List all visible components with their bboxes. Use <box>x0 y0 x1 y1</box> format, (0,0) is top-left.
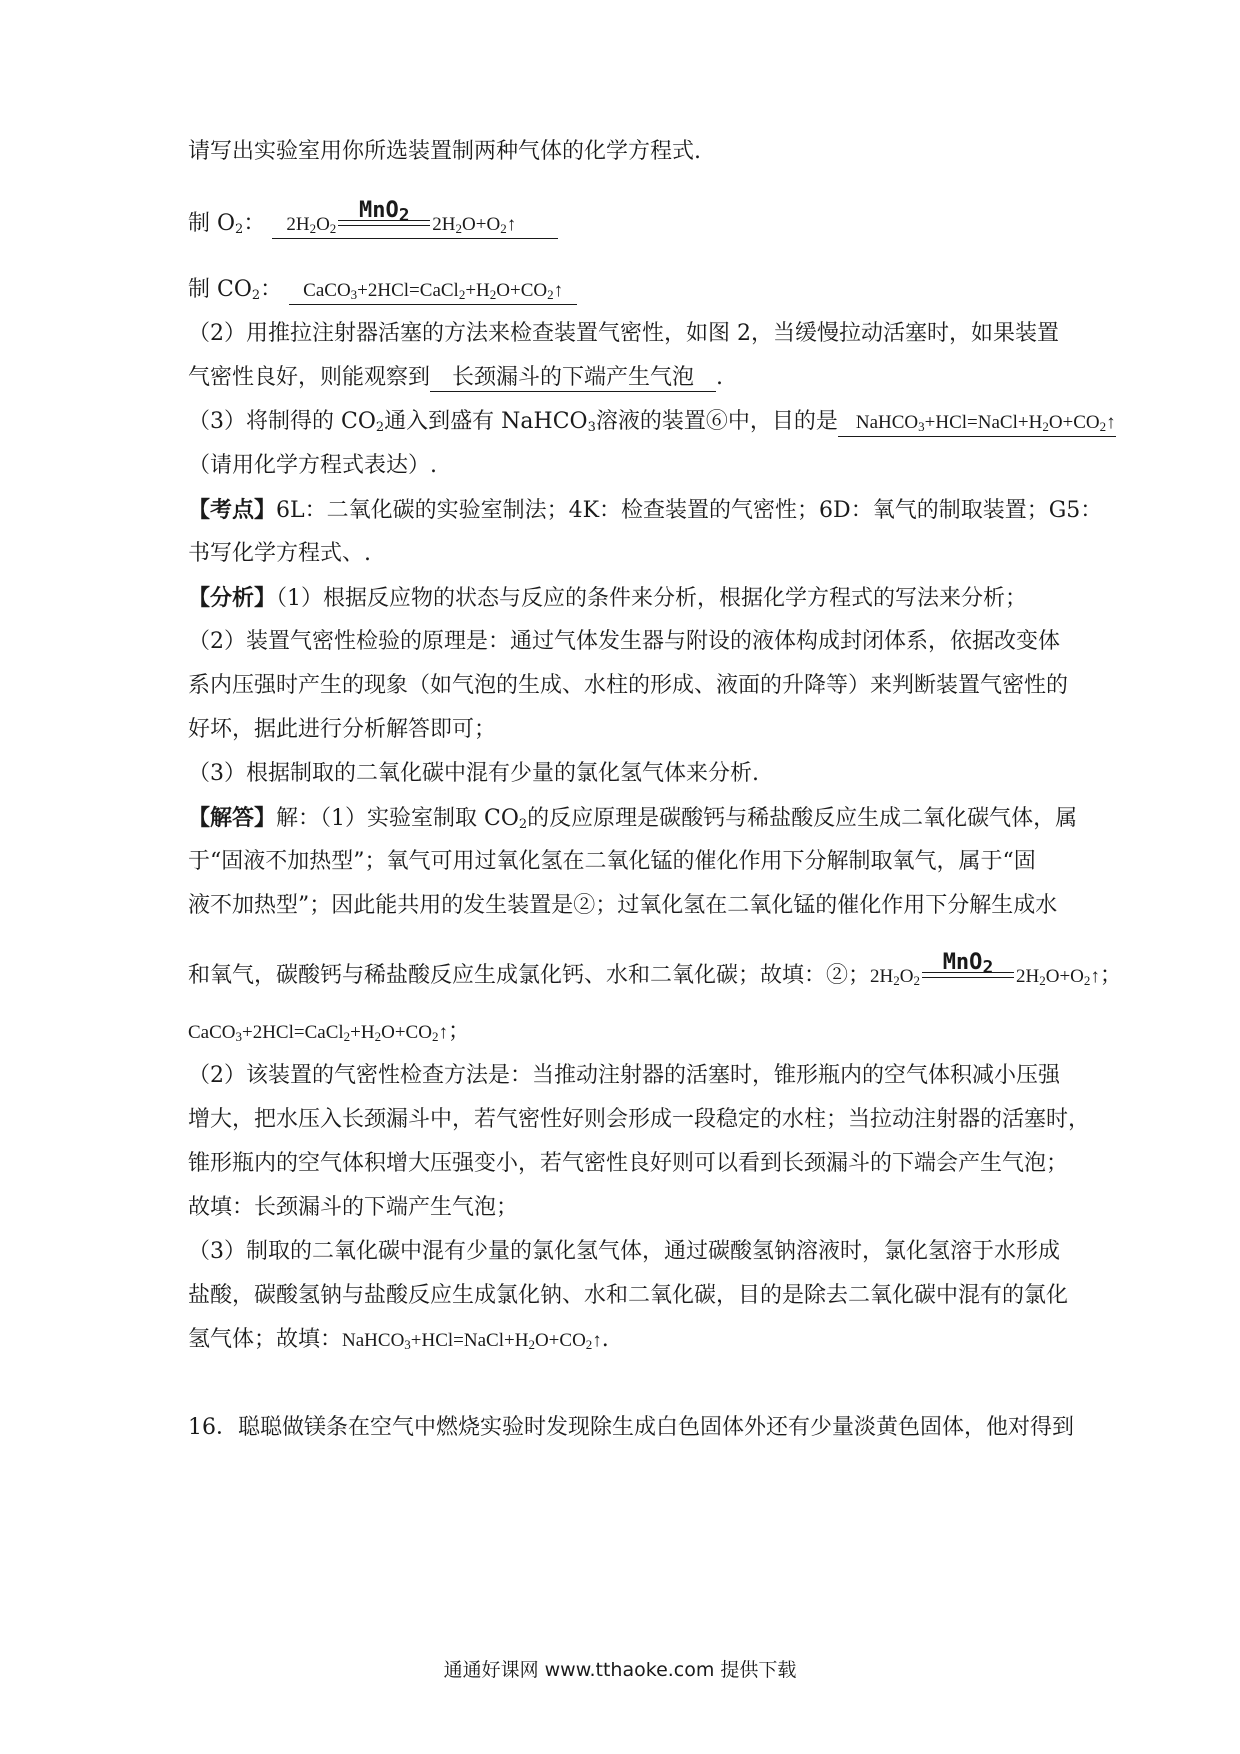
o2-label: 制 $O_2$： <box>188 211 266 237</box>
jieda-line-9: 故填：长颈漏斗的下端产生气泡； <box>188 1195 519 1220</box>
fenxi-tag: 【分析】 <box>188 585 277 611</box>
fenxi-line-2: （2）装置气密性检验的原理是：通过气体发生器与附设的液体构成封闭体系，依据改变体 <box>188 629 1061 654</box>
catalyst-arrow <box>338 198 430 232</box>
intro-line <box>188 136 1060 168</box>
q2-answer: 长颈漏斗的下端产生气泡 <box>430 365 716 392</box>
jieda-line-5: $CaCO_3+2HCl=CaCl_2+H_2O+CO_2↑$； <box>188 1019 470 1044</box>
o2-equation-answer: $2H_2O_2$ MnO$_2$ $2H_2O+O_2↑$ <box>272 212 558 239</box>
co2-equation-line <box>188 274 1060 306</box>
q3-answer: $NaHCO_3+HCl=NaCl+H_2O+CO_2↑$ <box>838 410 1116 437</box>
intro-text: 请写出实验室用你所选装置制两种气体的化学方程式. <box>188 139 701 164</box>
jieda-nahco3-equation: $NaHCO_3+HCl=NaCl+H_2O+CO_2↑$ <box>342 1330 602 1352</box>
jieda-line-6: （2）该装置的气密性检查方法是：当推动注射器的活塞时，锥形瓶内的空气体积减小压强 <box>188 1063 1061 1088</box>
jieda-line-10: （3）制取的二氧化碳中混有少量的氯化氢气体，通过碳酸氢钠溶液时，氯化氢溶于水形成 <box>188 1239 1061 1264</box>
jieda-line-4: 和氧气，碳酸钙与稀盐酸反应生成氯化钙、水和二氧化碳；故填：②；$2H_2O_2$ MnO$_2$ $2H_2O+O_2↑$； <box>188 950 1122 988</box>
co2-label: 制 $CO_2$： <box>188 277 283 303</box>
q2-line-1: （2）用推拉注射器活塞的方法来检查装置气密性，如图 2，当缓慢拉动活塞时，如果装置 <box>188 321 1059 346</box>
jieda-line-12: 氢气体；故填：$NaHCO_3+HCl=NaCl+H_2O+CO_2↑$. <box>188 1327 609 1352</box>
kaodian-line-1: 【考点】6L：二氧化碳的实验室制法；4K：检查装置的气密性；6D：氧气的制取装置；G5： <box>188 497 1103 523</box>
kaodian-tag: 【考点】 <box>188 497 277 523</box>
catalyst-label: MnO$_2$ <box>359 198 410 226</box>
fenxi-line-4: 好坏，据此进行分析解答即可； <box>188 717 497 742</box>
jieda-line-1: 【解答】解：（1）实验室制取 $CO_2$的反应原理是碳酸钙与稀盐酸反应生成二氧化碳气体，属 <box>188 805 1078 832</box>
jieda-line-3: 液不加热型”；因此能共用的发生装置是②；过氧化氢在二氧化锰的催化作用下分解生成水 <box>188 893 1058 918</box>
jieda-tag: 【解答】 <box>188 805 277 831</box>
fenxi-line-3: 系内压强时产生的现象（如气泡的生成、水柱的形成、液面的升降等）来判断装置气密性的 <box>188 673 1069 698</box>
catalyst-arrow <box>922 950 1014 984</box>
q3-line-1: （3）将制得的 $CO_2$通入到盛有 NaHCO$_3$溶液的装置⑥中，目的是 $NaHCO_3+HCl=NaCl+H_2O+CO_2↑$ <box>188 409 1116 435</box>
q3-line-2: （请用化学方程式表达）. <box>188 453 437 478</box>
jieda-line-8: 锥形瓶内的空气体积增大压强变小，若气密性良好则可以看到长颈漏斗的下端会产生气泡； <box>188 1151 1069 1176</box>
co2-equation-answer: $CaCO_3+2HCl=CaCl_2+H_2O+CO_2↑$ <box>289 278 577 305</box>
fenxi-line-1: 【分析】（1）根据反应物的状态与反应的条件来分析，根据化学方程式的写法来分析； <box>188 585 1028 611</box>
kaodian-line-2: 书写化学方程式、. <box>188 541 371 566</box>
jieda-o2-equation: $2H_2O_2$ MnO$_2$ $2H_2O+O_2↑$ <box>870 950 1100 988</box>
q2-line-2: 气密性良好，则能观察到 长颈漏斗的下端产生气泡 . <box>188 365 724 390</box>
page-footer: 通通好课网 www.tthaoke.com 提供下载 <box>443 1659 797 1681</box>
jieda-line-11: 盐酸，碳酸氢钠与盐酸反应生成氯化钠、水和二氧化碳，目的是除去二氧化碳中混有的氯化 <box>188 1283 1069 1308</box>
catalyst-label: MnO$_2$ <box>942 950 994 978</box>
fenxi-line-5: （3）根据制取的二氧化碳中混有少量的氯化氢气体来分析. <box>188 761 759 786</box>
q16-line-1: 16．聪聪做镁条在空气中燃烧实验时发现除生成白色固体外还有少量淡黄色固体，他对得到 <box>188 1415 1074 1440</box>
jieda-line-2: 于“固液不加热型”；氧气可用过氧化氢在二氧化锰的催化作用下分解制取氧气，属于“固 <box>188 849 1036 874</box>
o2-equation-line <box>188 198 1060 240</box>
jieda-co2-equation: $CaCO_3+2HCl=CaCl_2+H_2O+CO_2↑$ <box>188 1022 448 1044</box>
jieda-line-7: 增大，把水压入长颈漏斗中，若气密性好则会形成一段稳定的水柱；当拉动注射器的活塞时， <box>188 1107 1091 1132</box>
